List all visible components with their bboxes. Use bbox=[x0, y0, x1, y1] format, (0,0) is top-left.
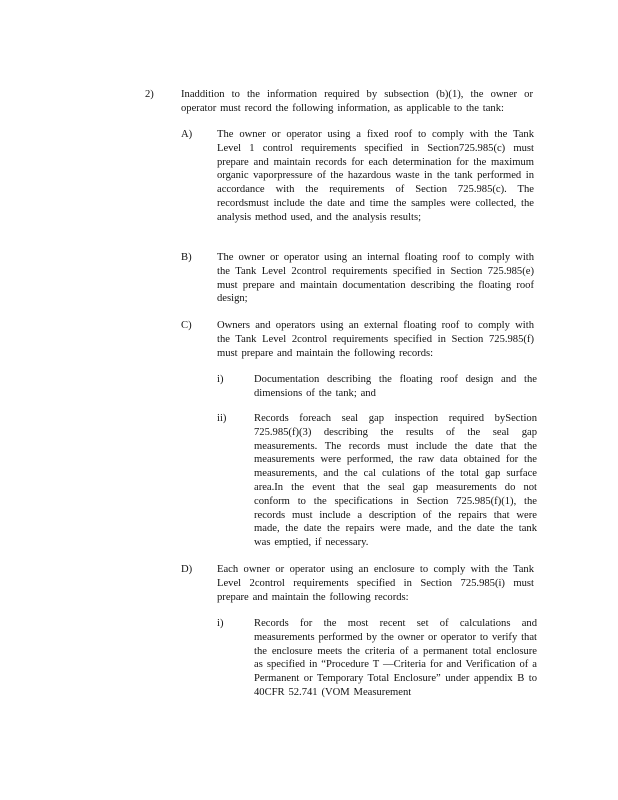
subparagraph-D-text: Each owner or operator using an enclosure to comply with the Tank Level 2control requirements specified in Section 725.985(i) must prepare and maintain the following records: bbox=[217, 564, 534, 603]
subparagraph-D-label: D) bbox=[181, 564, 193, 575]
subparagraph-B-label: B) bbox=[181, 252, 192, 263]
paragraph-2-label: 2) bbox=[145, 89, 154, 100]
subparagraph-D-i-label: i) bbox=[217, 618, 224, 629]
subparagraph-A-text: The owner or operator using a fixed roof to comply with the Tank Level 1 control requirements specified in Section725.985(c) must prepare and maintain records for each determination for the maximum organic vaporpressure of the hazardous waste in the tank performed in accordance with the requirements of Section 725.985(c). The recordsmust include the date and time the samples were collected, the analysis method used, and the analysis results; bbox=[217, 129, 534, 223]
subparagraph-D-i-text: Records for the most recent set of calculations and measurements performed by the owner or operator to verify that the enclosure meets the criteria of a permanent total enclosure as specified in “Procedure T —Criteria for and Verification of a Permanent or Temporary Total Enclosure” under appendix B to 40CFR 52.741 (VOM Measurement bbox=[254, 618, 537, 698]
subparagraph-A-label: A) bbox=[181, 129, 193, 140]
subparagraph-C-label: C) bbox=[181, 320, 192, 331]
paragraph-2-text: Inaddition to the information required by subsection (b)(1), the owner or operator must record the following information, as applicable to the tank: bbox=[181, 89, 533, 114]
subparagraph-C-ii-text: Records foreach seal gap inspection required bySection 725.985(f)(3) describing the results of the seal gap measurements. The records must include the date that the measurements were performed, the raw data obtained for the measurements, and the cal culations of the total gap surface area.In the event that the seal gap measurements do not conform to the specifications in Section 725.985(f)(1), the records must include a description of the repairs that were made, the date the repairs were made, and the date the tank was emptied, if necessary. bbox=[254, 413, 537, 549]
subparagraph-C-ii-label: ii) bbox=[217, 413, 227, 424]
subparagraph-C-i-text: Documentation describing the floating roof design and the dimensions of the tank; and bbox=[254, 374, 537, 399]
subparagraph-B-text: The owner or operator using an internal floating roof to comply with the Tank Level 2control requirements specified in Section 725.985(e) must prepare and maintain documentation describing the floating roof design; bbox=[217, 252, 534, 305]
subparagraph-C-text: Owners and operators using an external floating roof to comply with the Tank Level 2control requirements specified in Section 725.985(f) must prepare and maintain the following records: bbox=[217, 320, 534, 359]
subparagraph-C-i-label: i) bbox=[217, 374, 224, 385]
